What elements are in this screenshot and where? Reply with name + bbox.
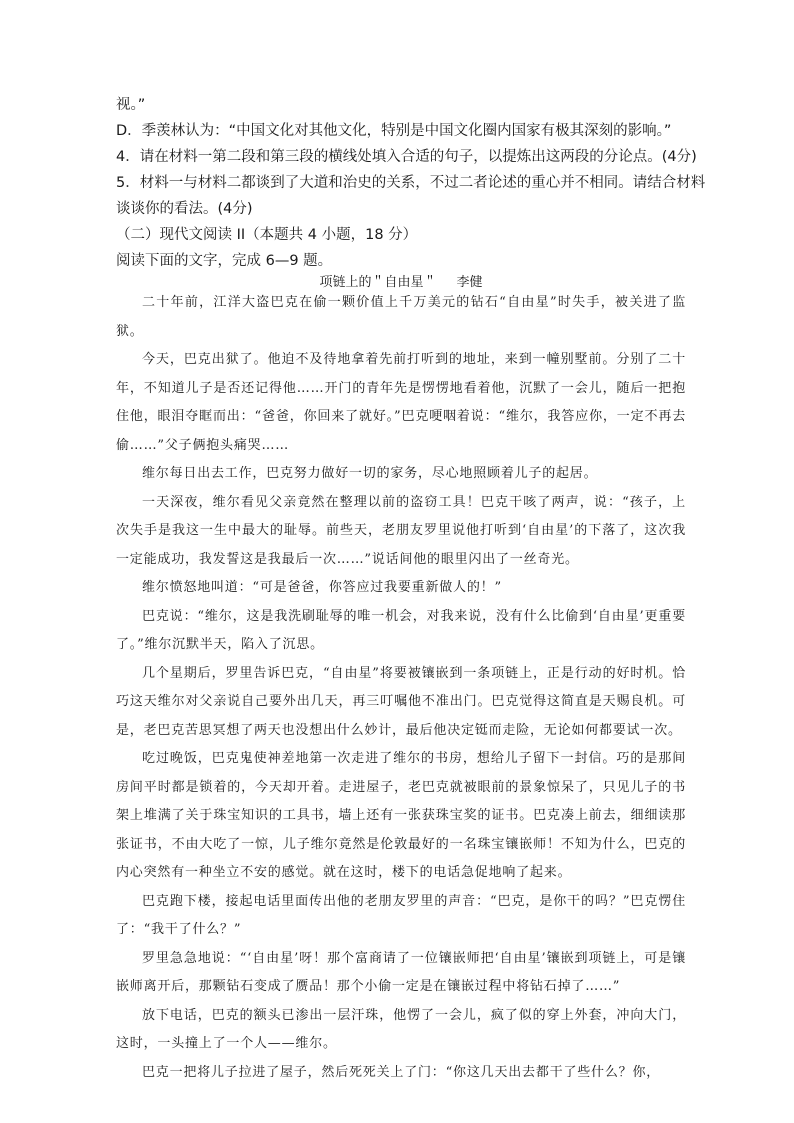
story-paragraph: 放下电话，巴克的额头已渗出一层汗珠，他愣了一会儿，疯了似的穿上外套，冲向大门，这时，一头撞上了一个人——维尔。 (116, 1007, 686, 1051)
questions-section (116, 92, 706, 274)
previous-option-ending: 视。” (116, 97, 146, 113)
story-paragraph: 巴克跑下楼，接起电话里面传出他的老朋友罗里的声音：“巴克，是你干的吗？”巴克愣住了：“我干了什么？” (116, 893, 686, 937)
story-paragraph: 罗里急急地说：“‘自由星’呀！那个富商请了一位镶嵌师把‘自由星’镶嵌到项链上，可是镶嵌师离开后，那颗钻石变成了赝品！那个小偷一定是在镶嵌过程中将钻石掉了……” (116, 950, 686, 994)
story-title: 项链上的＂自由星＂ (319, 275, 437, 290)
story-title-line (116, 271, 686, 290)
question-4: 4．请在材料一第二段和第三段的横线处填入合适的句子，以提炼出这两段的分论点。(4分) (116, 149, 697, 165)
story-paragraph: 几个星期后，罗里告诉巴克，“自由星”将要被镶嵌到一条项链上，正是行动的好时机。恰巧这天维尔对父亲说自己要外出几天，再三叮嘱他不准出门。巴克觉得这简直是天赐良机。可是，老巴克苦思冥想了两天也没想出什么妙计，最后他决定铤而走险，无论如何都要试一次。 (116, 665, 686, 738)
option-d: D．季羡林认为：“中国文化对其他文化，特别是中国文化圈内国家有极其深刻的影响。” (116, 123, 672, 139)
story-paragraph: 维尔每日出去工作，巴克努力做好一切的家务，尽心地照顾着儿子的起居。 (142, 466, 598, 481)
story-paragraph: 一天深夜，维尔看见父亲竟然在整理以前的盗窃工具！巴克干咳了两声，说：“孩子，上次失手是我这一生中最大的耻辱。前些天，老朋友罗里说他打听到‘自由星’的下落了，这次我一定能成功，我发誓这是我最后一次……”说话间他的眼里闪出了一丝奇光。 (116, 494, 686, 567)
story-paragraph: 今天，巴克出狱了。他迫不及待地拿着先前打听到的地址，来到一幢别墅前。分别了二十年，不知道儿子是否还记得他……开门的青年先是愣愣地看着他，沉默了一会儿，随后一把抱住他，眼泪夺眶而出：“爸爸，你回来了就好。”巴克哽咽着说：“维尔，我答应你，一定不再去偷……”父子俩抱头痛哭…… (116, 352, 686, 453)
story-author: 李健 (456, 275, 483, 290)
story-paragraph: 维尔愤怒地叫道：“可是爸爸，你答应过我要重新做人的！” (142, 580, 502, 595)
question-5-line-1: 5．材料一与材料二都谈到了大道和治史的关系，不过二者论述的重心并不相同。请结合材料 (116, 175, 706, 191)
reading-instruction: 阅读下面的文字，完成 6—9 题。 (116, 253, 333, 269)
story-paragraph: 二十年前，江洋大盗巴克在偷一颗价值上千万美元的钻石“自由星”时失手，被关进了监狱。 (116, 295, 686, 339)
question-5-line-2: 谈谈你的看法。(4分) (116, 201, 253, 217)
story-paragraph: 巴克一把将儿子拉进了屋子，然后死死关上了门：“你这几天出去都干了些什么？你， (142, 1064, 661, 1080)
story-paragraph: 巴克说：“维尔，这是我洗刷耻辱的唯一机会，对我来说，没有什么比偷到‘自由星’更重要了。”维尔沉默半天，陷入了沉思。 (116, 608, 686, 652)
story-body (116, 289, 686, 1087)
section-heading: （二）现代文阅读 II（本题共 4 小题，18 分） (116, 227, 418, 243)
story-paragraph: 吃过晚饭，巴克鬼使神差地第一次走进了维尔的书房，想给儿子留下一封信。巧的是那间房间平时都是锁着的，今天却开着。走进屋子，老巴克就被眼前的景象惊呆了，只见儿子的书架上堆满了关于珠宝知识的工具书，墙上还有一张获珠宝奖的证书。巴克凑上前去，细细读那张证书，不由大吃了一惊，儿子维尔竟然是伦敦最好的一名珠宝镶嵌师！不知为什么，巴克的内心突然有一种坐立不安的感觉。就在这时，楼下的电话急促地响了起来。 (116, 751, 686, 880)
